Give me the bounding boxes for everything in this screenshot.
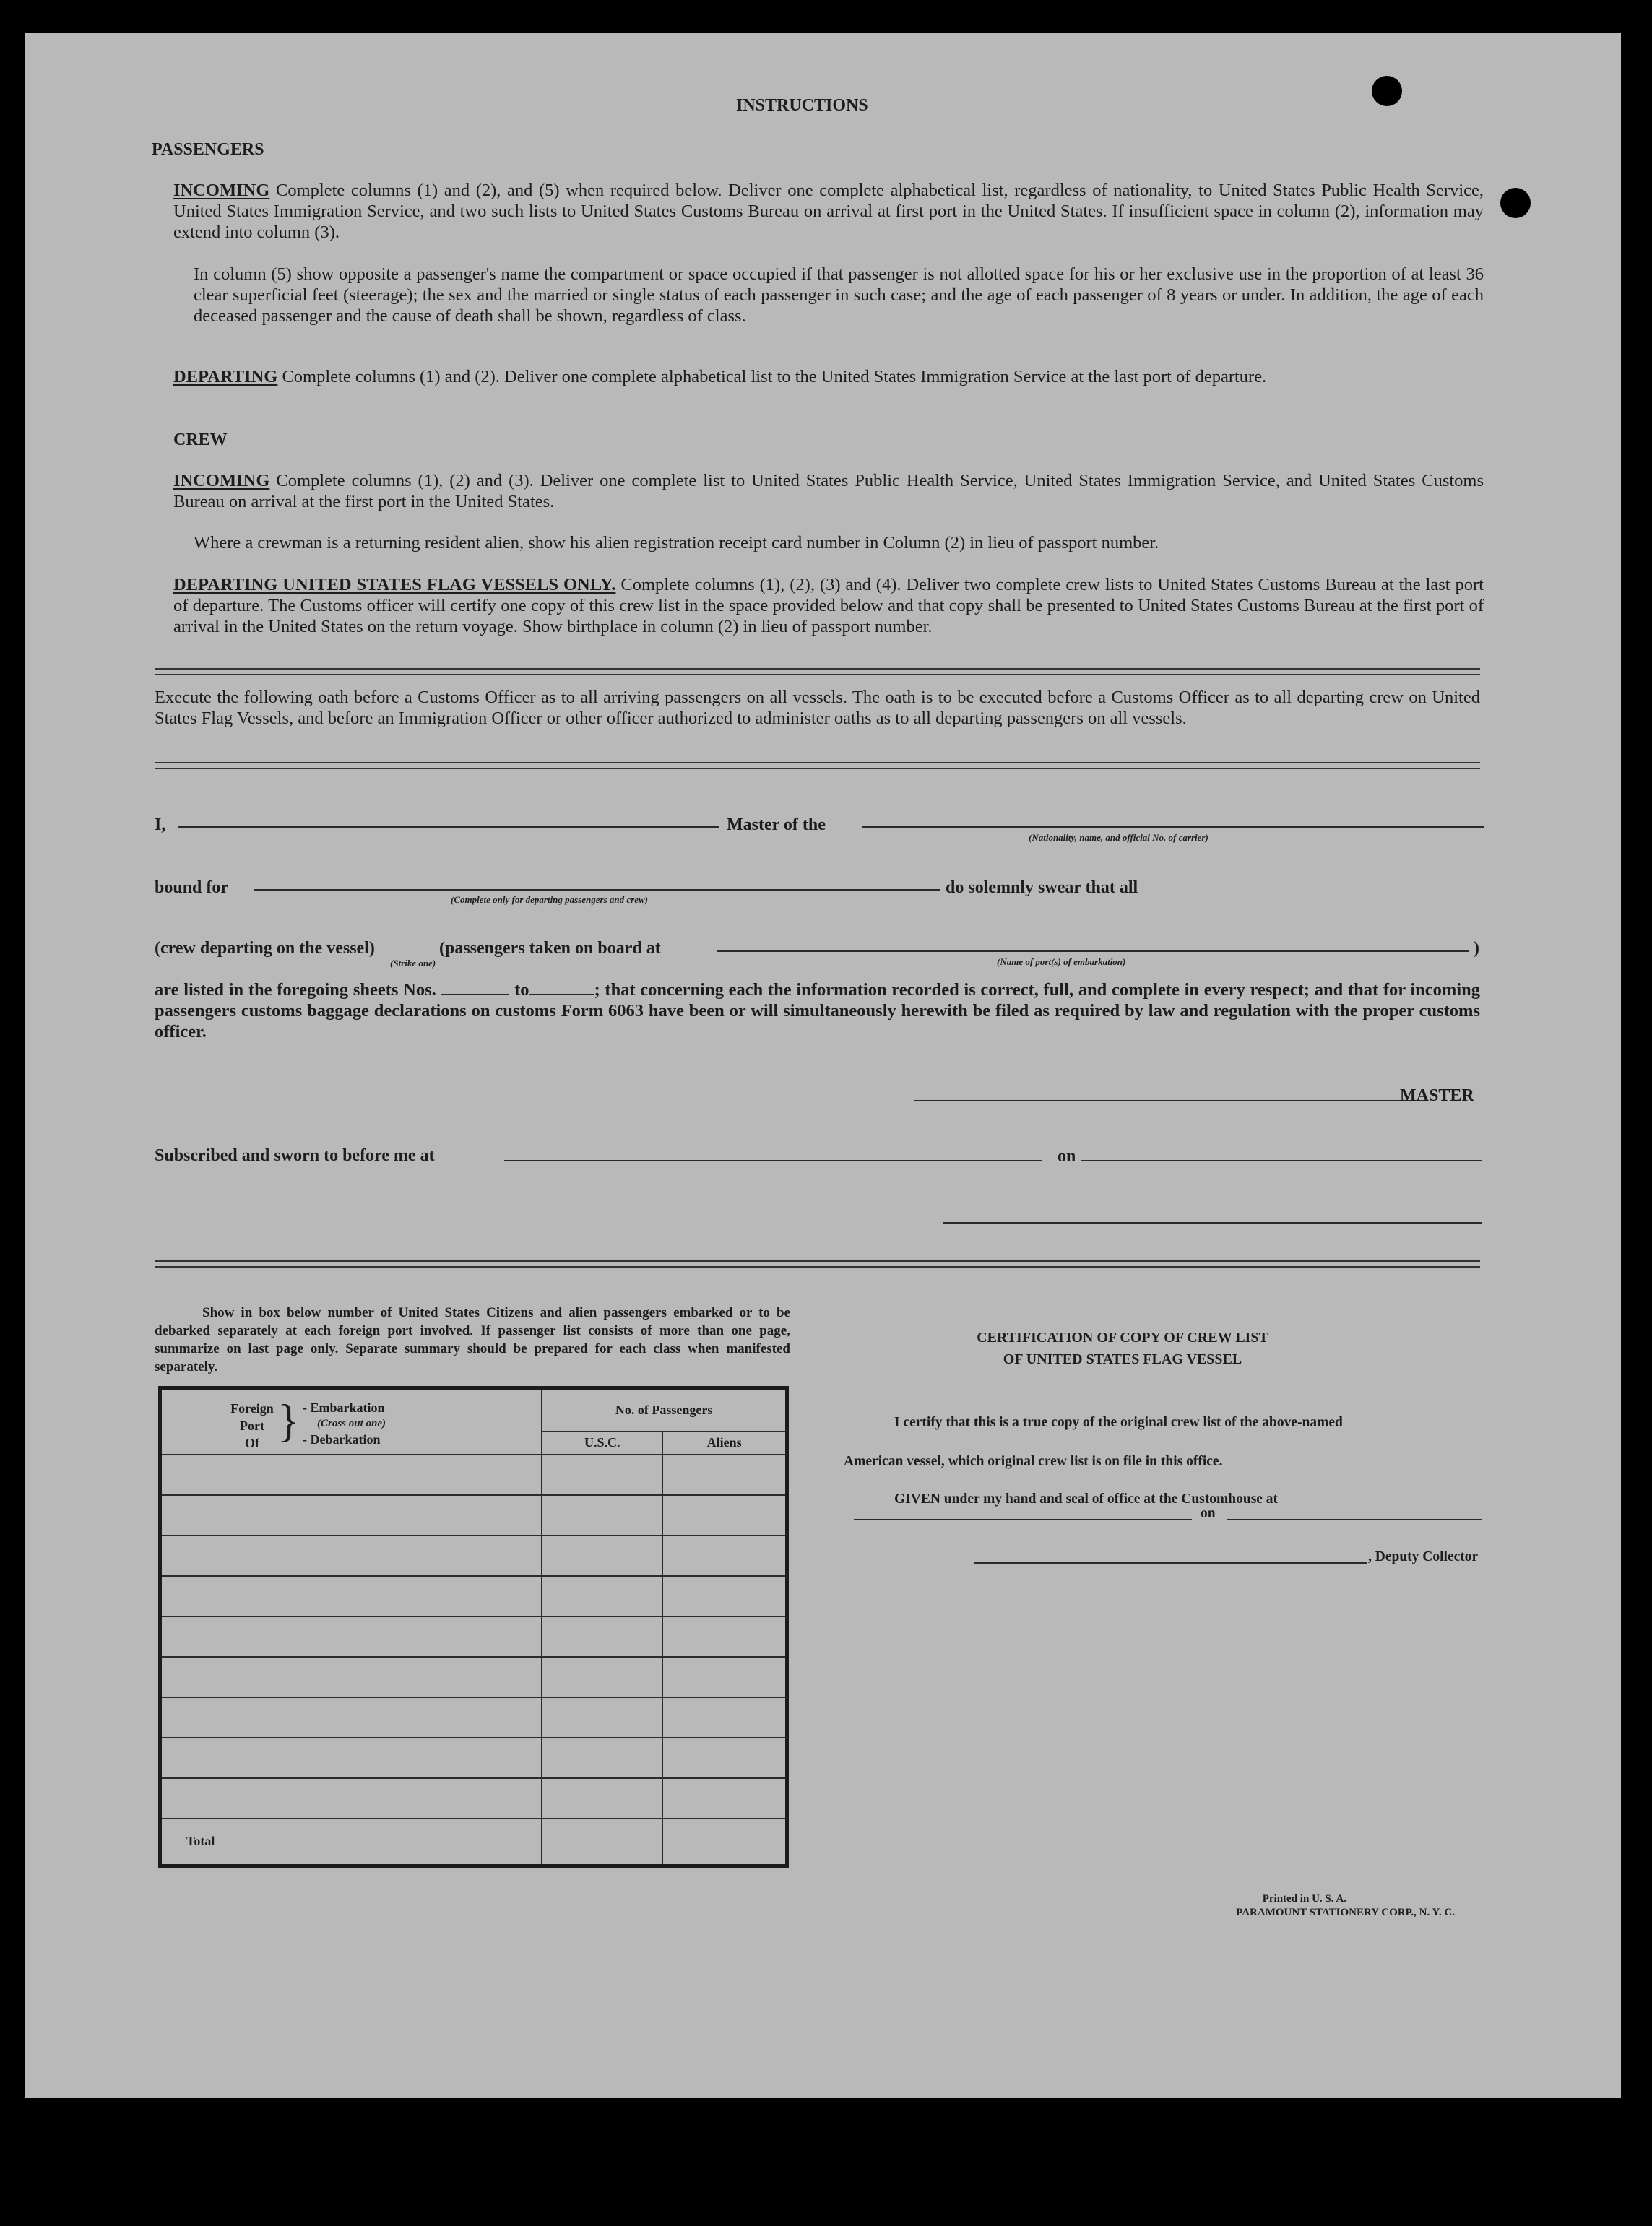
sheet-to-blank[interactable] (529, 981, 594, 995)
passengers-heading: PASSENGERS (152, 140, 264, 159)
listed-prefix: are listed in the foregoing sheets Nos. (155, 980, 436, 1000)
aliens-header: Aliens (662, 1432, 787, 1455)
passengers-departing-paragraph (173, 366, 1484, 387)
embarkation-port-line[interactable] (717, 950, 1469, 952)
incoming-text: Complete columns (1) and (2), and (5) when required below. Deliver one complete alphabetical list, regardless of nationality, to United States Public Health Service, United States Immigration Service, and two such lists to United States Customs Bureau on arrival at first port in the United States. If insufficient space in column (2), information may extend into column (3). (173, 181, 1484, 242)
master-name-line[interactable] (178, 826, 719, 828)
printer-imprint (1151, 1892, 1455, 1920)
bound-for-line[interactable] (254, 889, 940, 891)
swear-text: do solemnly swear that all (946, 878, 1138, 897)
passengers-taken-text: (passengers taken on board at (439, 939, 661, 958)
departing-label: DEPARTING (173, 367, 278, 386)
crew-incoming-label: INCOMING (173, 471, 270, 490)
carrier-line[interactable] (862, 826, 1484, 828)
foreign-label: Foreign (230, 1401, 274, 1416)
customhouse-place-line[interactable] (854, 1519, 1192, 1520)
instructions-title: INSTRUCTIONS (736, 96, 868, 115)
certify-line2: American vessel, which original crew list is on file in this office. (844, 1454, 1223, 1469)
port-label: Port (240, 1419, 264, 1433)
bound-for-caption: (Complete only for departing passengers and crew) (451, 894, 648, 905)
subscribed-on-label: on (1058, 1147, 1076, 1166)
port-cell[interactable] (160, 1657, 542, 1697)
section-divider (155, 1260, 1480, 1268)
aliens-cell[interactable] (662, 1495, 787, 1536)
sheet-from-blank[interactable] (441, 981, 509, 995)
port-cell[interactable] (160, 1778, 542, 1819)
usc-cell[interactable] (542, 1738, 662, 1778)
certification-title (927, 1327, 1318, 1370)
crewman-paragraph: Where a crewman is a returning resident alien, show his alien registration receipt card number in Column (2) in lieu of passport number. (194, 533, 1159, 553)
master-signature-line[interactable] (914, 1100, 1424, 1101)
passengers-incoming-paragraph (173, 180, 1484, 243)
master-of-the-label: Master of the (727, 815, 826, 834)
certification-title-line1: CERTIFICATION OF COPY OF CREW LIST (977, 1330, 1268, 1346)
crew-incoming-paragraph (173, 470, 1484, 512)
aliens-cell[interactable] (662, 1616, 787, 1657)
aliens-cell[interactable] (662, 1536, 787, 1576)
printed-in-usa: Printed in U. S. A. (1262, 1893, 1346, 1905)
certification-on-label: on (1201, 1506, 1216, 1521)
aliens-cell[interactable] (662, 1778, 787, 1819)
usc-cell[interactable] (542, 1576, 662, 1616)
port-cell[interactable] (160, 1697, 542, 1738)
total-aliens-cell[interactable] (662, 1819, 787, 1866)
crew-heading: CREW (173, 430, 228, 449)
aliens-cell[interactable] (662, 1738, 787, 1778)
usc-cell[interactable] (542, 1536, 662, 1576)
of-label: Of (245, 1436, 259, 1450)
listed-paragraph (155, 979, 1480, 1042)
port-cell[interactable] (160, 1616, 542, 1657)
departing-text: Complete columns (1) and (2). Deliver one complete alphabetical list to the United States Immigration Service at the last port of departure. (282, 367, 1267, 386)
section-divider (155, 668, 1480, 675)
port-cell[interactable] (160, 1738, 542, 1778)
bound-for-label: bound for (155, 878, 229, 897)
subscribed-date-line[interactable] (1081, 1160, 1482, 1161)
subscribed-place-line[interactable] (504, 1160, 1042, 1161)
total-usc-cell[interactable] (542, 1819, 662, 1866)
usc-header: U.S.C. (542, 1432, 662, 1455)
crew-departing-text: (crew departing on the vessel) (155, 939, 375, 958)
aliens-cell[interactable] (662, 1455, 787, 1495)
cross-out-label: (Cross out one) (317, 1418, 386, 1429)
section-divider (155, 762, 1480, 769)
incoming-label: INCOMING (173, 181, 270, 200)
flag-vessels-text: Complete columns (1), (2), (3) and (4). Deliver two complete crew lists to United States Customs Bureau at the last port of departure. The Customs officer will certify one copy of this crew list in the space provided below and that copy shall be presented to United States Customs Bureau at the first port of arrival in the United States on the return voyage. Show birthplace in column (2) in lieu of passport number. (173, 575, 1484, 636)
total-label-cell (160, 1819, 542, 1866)
punch-hole (1500, 188, 1531, 218)
strike-one-caption: (Strike one) (390, 958, 436, 969)
debarkation-label: - Debarkation (303, 1432, 381, 1447)
aliens-cell[interactable] (662, 1657, 787, 1697)
usc-cell[interactable] (542, 1495, 662, 1536)
deputy-collector-label: , Deputy Collector (1368, 1549, 1479, 1564)
deputy-collector-signature-line[interactable] (974, 1562, 1367, 1564)
brace-icon: } (277, 1395, 300, 1446)
given-text: GIVEN under my hand and seal of office at the Customhouse at (894, 1491, 1279, 1507)
form-page (25, 33, 1621, 2098)
port-cell[interactable] (160, 1536, 542, 1576)
flag-vessels-label: DEPARTING UNITED STATES FLAG VESSELS ONLY. (173, 575, 616, 594)
total-label: Total (186, 1834, 215, 1849)
port-cell[interactable] (160, 1455, 542, 1495)
certification-date-line[interactable] (1227, 1519, 1482, 1520)
master-label: MASTER (1400, 1086, 1474, 1105)
listed-to: to (514, 980, 529, 1000)
flag-vessels-paragraph (173, 574, 1484, 637)
certification-title-line2: OF UNITED STATES FLAG VESSEL (1003, 1351, 1242, 1367)
certify-line1: I certify that this is a true copy of the original crew list of the above-named (894, 1415, 1343, 1430)
stationery-corp: PARAMOUNT STATIONERY CORP., N. Y. C. (1236, 1907, 1455, 1918)
usc-cell[interactable] (542, 1657, 662, 1697)
carrier-caption: (Nationality, name, and official No. of carrier) (1029, 832, 1208, 843)
usc-cell[interactable] (542, 1616, 662, 1657)
subscribed-label: Subscribed and sworn to before me at (155, 1146, 435, 1165)
summary-instructions: Show in box below number of United States Citizens and alien passengers embarked or to be debarked separately at each foreign port involved. If passenger list consists of more than one page, summarize on last page only. Separate summary should be prepared for each class when manifested separately. (155, 1305, 790, 1374)
port-cell[interactable] (160, 1576, 542, 1616)
listed-rest: ; that concerning each the information recorded is correct, full, and complete in every respect; and that for incoming passengers customs baggage declarations on customs Form 6063 have been or will simultaneously herewith be filed as required by law and regulation with the proper customs officer. (155, 980, 1481, 1041)
port-header-cell (160, 1388, 542, 1455)
close-paren: ) (1474, 939, 1479, 958)
oath-intro: Execute the following oath before a Customs Officer as to all arriving passengers on all vessels. The oath is to be executed before a Customs Officer as to all departing crew on United States Flag Vessels, and before an Immigration Officer or other officer authorized to administer oaths as to all departing passengers on all vessels. (155, 688, 1480, 728)
usc-cell[interactable] (542, 1455, 662, 1495)
column5-paragraph: In column (5) show opposite a passenger's name the compartment or space occupied if that passenger is not allotted space for his or her exclusive use in the proportion of at least 36 clear superficial feet (steerage); the sex and the married or single status of each passenger in such case; and the age of each passenger of 8 years or under. In addition, the age of each deceased passenger and the cause of death shall be shown, regardless of class. (194, 264, 1484, 326)
no-passengers-header: No. of Passengers (542, 1388, 787, 1432)
punch-hole (1372, 76, 1402, 106)
usc-cell[interactable] (542, 1697, 662, 1738)
aliens-cell[interactable] (662, 1697, 787, 1738)
usc-cell[interactable] (542, 1778, 662, 1819)
officer-signature-line[interactable] (943, 1222, 1482, 1224)
embarkation-port-caption: (Name of port(s) of embarkation) (997, 956, 1126, 967)
port-cell[interactable] (160, 1495, 542, 1536)
embarkation-label: - Embarkation (303, 1400, 385, 1415)
passenger-summary-table (158, 1386, 789, 1868)
oath-i-label: I, (155, 815, 166, 834)
aliens-cell[interactable] (662, 1576, 787, 1616)
crew-incoming-text: Complete columns (1), (2) and (3). Deliver one complete list to United States Public Health Service, United States Immigration Service, and United States Customs Bureau on arrival at the first port in the United States. (173, 471, 1484, 511)
